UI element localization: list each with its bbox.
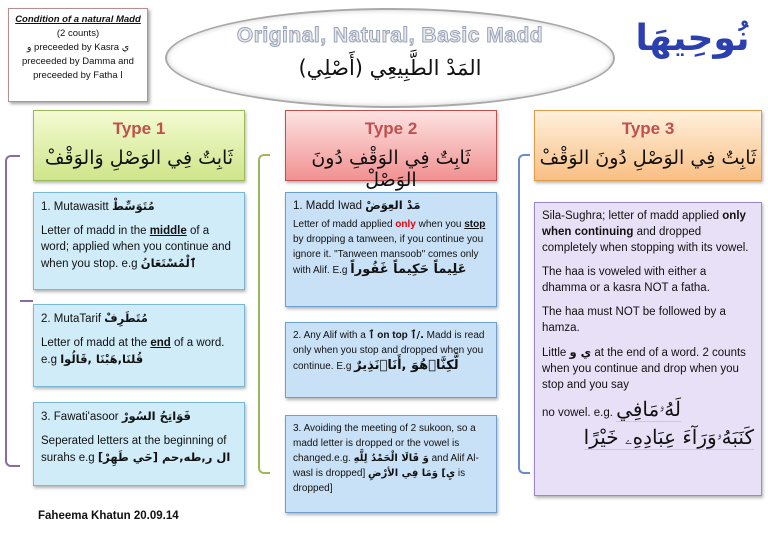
mutawasitt-middle: middle	[149, 225, 187, 237]
type3-box-sila-sughra	[534, 202, 762, 496]
condition-note: (2 counts)	[56, 28, 100, 39]
condition-heading: Condition of a natural Madd	[15, 14, 141, 25]
alif-symbol: ٱ	[368, 330, 375, 341]
mutatarif-example: قُلنَا,هَبْنَا ,قَالُوا	[60, 352, 144, 366]
madd-iwad-stop: stop	[464, 219, 486, 230]
author-signature: Faheema Khatun 20.09.14	[38, 510, 179, 522]
mutatarif-title-arabic: مُتَطَرِفْ	[104, 311, 148, 325]
type1-box-mutatarif	[33, 304, 245, 387]
sukoon-text-3: is dropped]	[293, 468, 466, 494]
madd-iwad-example: عَلِيماً حَكِيماً غَفُوراً	[350, 262, 467, 277]
madd-iwad-title-arabic: مَدْ العِوَضْ	[365, 198, 421, 212]
mutawasitt-text-2: of a word; applied when you continue and when you stop. e.g	[41, 225, 231, 270]
calligraphy-example-2: كَنَبَهُۥوَرَآءَ عِبَادِهِۦ خَيْرًا	[583, 425, 754, 449]
type2-box-two-sukoon	[285, 415, 497, 513]
title-arabic: المَدْ الطَّبِيعِي (أَصْلِي)	[298, 56, 482, 80]
mutawasitt-title-arabic: مُتَوَسِّطْ	[111, 199, 155, 213]
condition-letter-ya: ي	[121, 42, 130, 53]
alif-on-top: on top	[377, 330, 408, 341]
fawatiasoor-title-arabic: فَوَاتِحُ السُورْ	[121, 409, 191, 423]
type1-bracket	[5, 155, 20, 467]
mutatarif-end: end	[150, 337, 171, 349]
mutawasitt-example: ٱلْمُسْتَعَانُ	[140, 256, 197, 270]
madd-iwad-title: 1. Madd Iwad	[293, 200, 363, 212]
mutatarif-text: Letter of madd at the	[41, 337, 148, 349]
type3-label: Type 3	[621, 119, 675, 138]
fawatiasoor-text: Seperated letters at the beginning of surahs e.g	[41, 435, 227, 464]
sila-only-continuing: only when continuing	[542, 210, 746, 238]
condition-line-4: preceeded by Fatha	[33, 70, 118, 81]
sila-text-2: and dropped completely when stopping with its vowel.	[542, 226, 749, 254]
madd-iwad-text: Letter of madd applied	[293, 219, 393, 230]
type1-box-fawatiasoor	[33, 402, 245, 486]
little-text: Little	[542, 347, 567, 359]
title-oval	[165, 8, 615, 108]
type2-box-madd-iwad	[285, 192, 497, 307]
condition-box	[8, 8, 148, 102]
fawatiasoor-title: 3. Fawati'asoor	[41, 411, 119, 423]
type1-label: Type 1	[112, 119, 166, 138]
madd-iwad-text-3: by dropping a tanween, if you continue you ignore it. "Tanween mansoob" comes only with Alif. E.g	[293, 234, 484, 276]
type1-header	[33, 110, 245, 181]
alif-example: لَّكِنَّا۟هُوَ ,أَنَا۠نَذِيرٌ	[354, 358, 459, 373]
alif-text: 2. Any Alif with a	[293, 330, 366, 341]
madd-iwad-text-2: when you	[418, 219, 462, 230]
mutawasitt-title: 1. Mutawasitt	[41, 201, 109, 213]
alif-symbol-2: ٱ/.	[410, 330, 424, 341]
type1-bracket-tick	[20, 300, 33, 302]
calligraphy-example-1: لَهُۥمَافِي	[616, 397, 682, 421]
sukoon-text-2: and Alif Al-wasl is dropped]	[293, 453, 479, 479]
madd-iwad-only: only	[395, 219, 416, 230]
condition-line-3: preceeded by Damma and	[22, 56, 134, 67]
type2-bracket	[258, 154, 270, 474]
type2-header	[285, 110, 497, 191]
alif-text-2: Madd is read only when you stop and dropped when you continue. E.g	[293, 330, 485, 372]
sila-text: Sila-Sughra; letter of madd applied	[542, 210, 720, 222]
type3-bracket	[518, 154, 530, 474]
type3-header	[534, 110, 762, 181]
haa-hamza-text: The haa must NOT be followed by a hamza.	[542, 306, 726, 334]
type3-arabic: ثَابِتٌ فِي الوَصْلِ دُونَ الوَقْفْ	[539, 147, 757, 169]
type1-box-mutawasitt	[33, 192, 245, 290]
little-symbols: ي و	[569, 345, 592, 359]
mutatarif-title: 2. MutaTarif	[41, 313, 102, 325]
type2-box-alif	[285, 322, 497, 398]
sukoon-example-2: يِ] وَمَا فِي الأرْضِ	[368, 468, 456, 479]
condition-letter-alif: ا	[120, 70, 123, 81]
fawatiasoor-example: [حَي طَهِرْ] ال ر,طه,حم	[97, 450, 231, 464]
condition-line-1: و preceeded by Kasra	[26, 42, 120, 53]
sukoon-example-1: وَ قَالَا الْحَمْدُ لِلَّهِ	[353, 453, 429, 464]
nuhiha-logo: نُوحِيهَا	[635, 18, 750, 59]
type2-arabic: ثَابِتٌ فِي الوَقْفِ دُونَ الوَصْلْ	[311, 147, 471, 191]
haa-vowel-text: The haa is voweled with either a dhamma or a kasra NOT a fatha.	[542, 266, 710, 294]
title-english: Original, Natural, Basic Madd	[236, 24, 544, 47]
type2-label: Type 2	[364, 119, 418, 138]
mutatarif-text-2: of a word. e.g	[41, 337, 225, 366]
no-vowel-text: no vowel. e.g.	[542, 407, 613, 419]
little-text-2: at the end of a word. 2 counts when you continue and drop when you stop and you say	[542, 347, 746, 391]
sukoon-text: 3. Avoiding the meeting of 2 sukoon, so a madd letter is dropped or the vowel is changed.e.g.	[293, 423, 476, 464]
type1-arabic: ثَابِتٌ فِي الوَصْلِ وَالوَقْفْ	[44, 147, 234, 169]
mutawasitt-text: Letter of madd in the	[41, 225, 147, 237]
